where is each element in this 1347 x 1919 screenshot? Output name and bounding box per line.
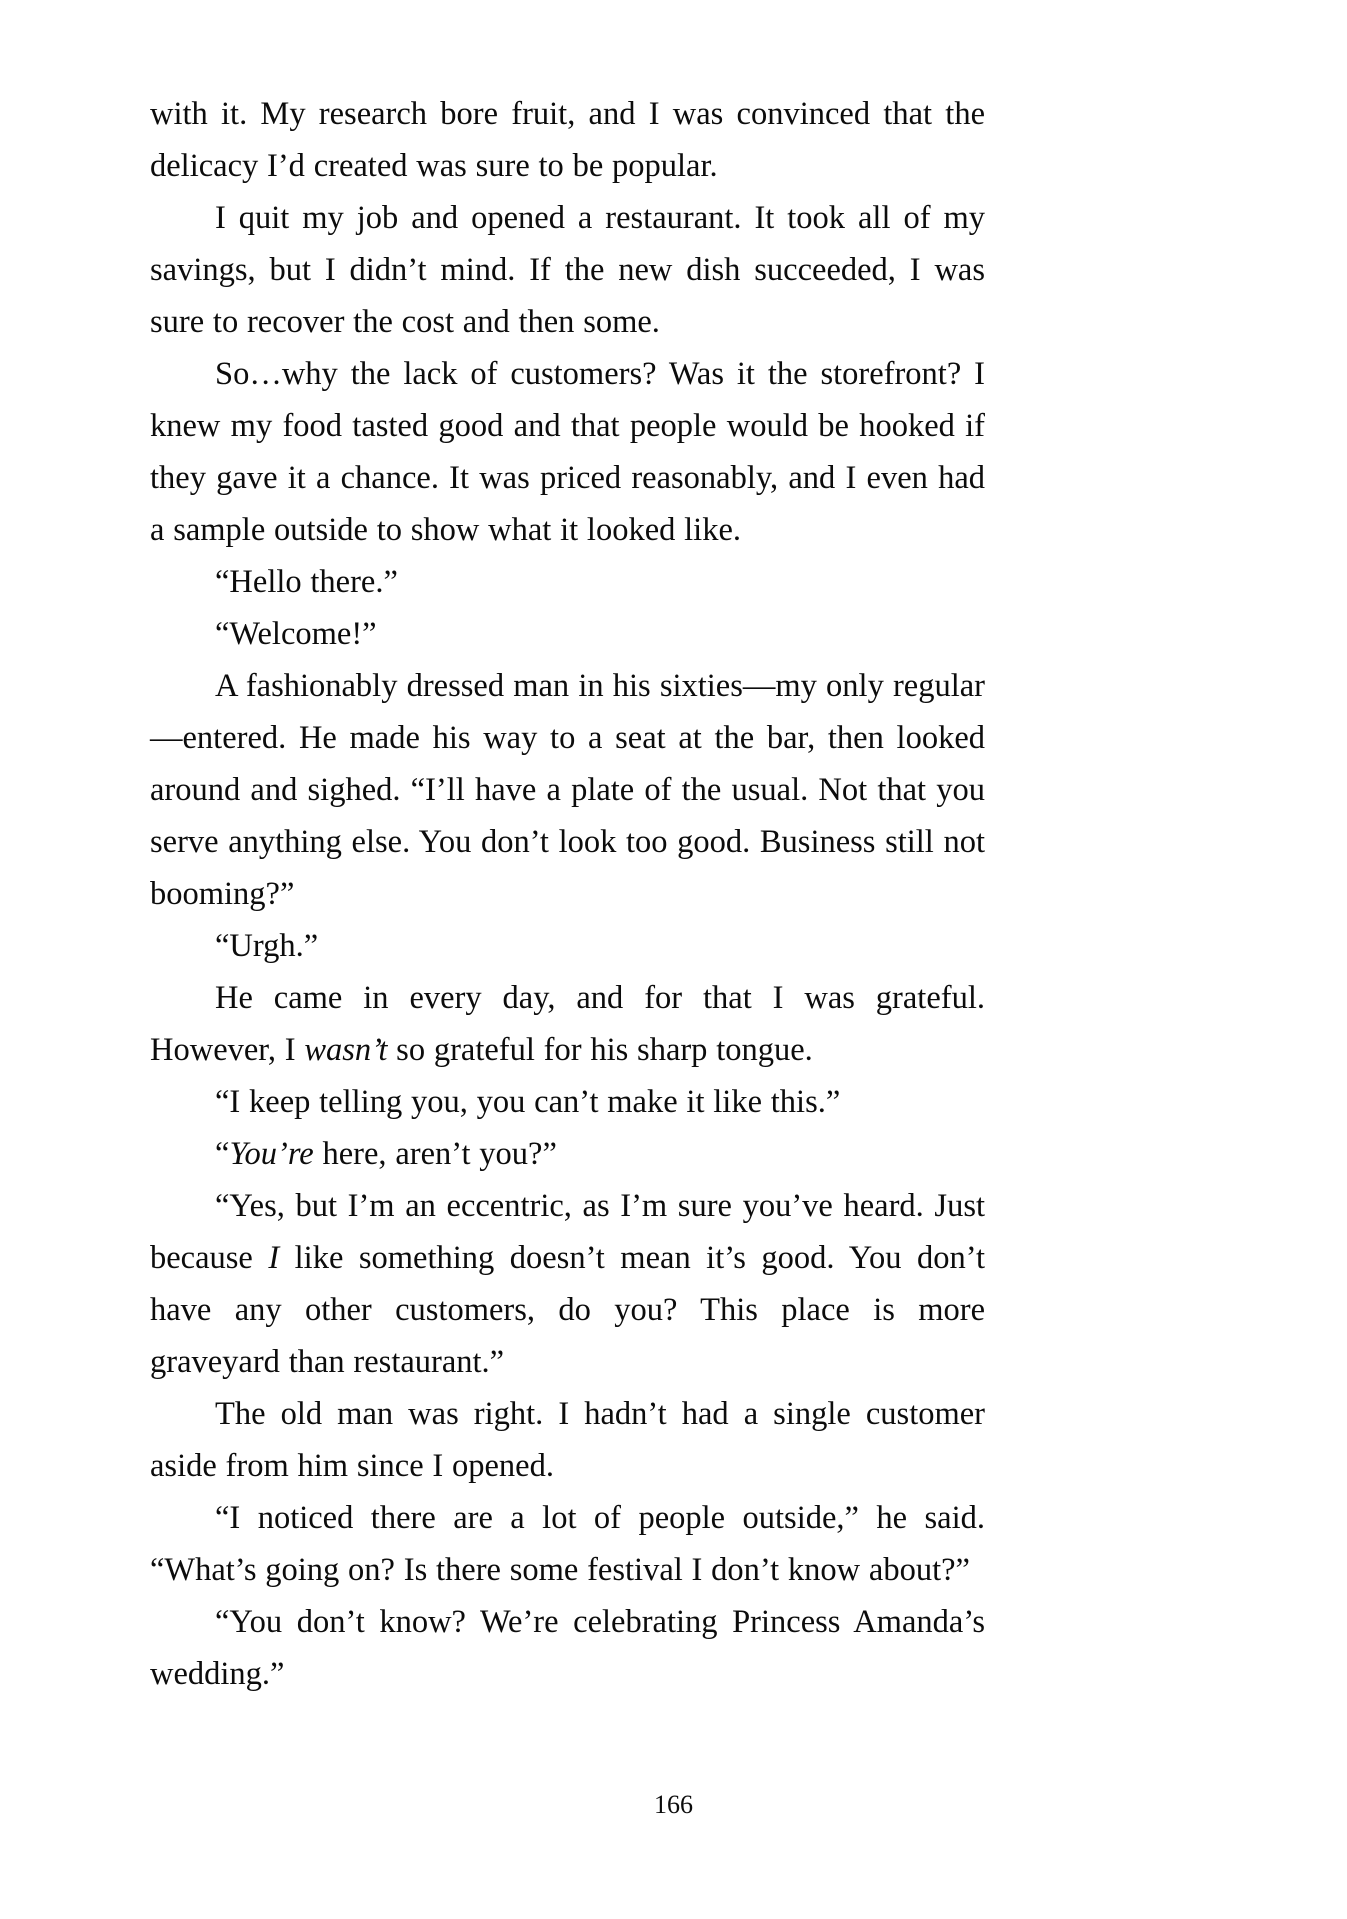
- paragraph: The old man was right. I hadn’t had a single customer aside from him since I opened.: [150, 1396, 985, 1484]
- paragraph: “I noticed there are a lot of people outside,” he said. “What’s going on? Is there some festival I don’t know about?”: [150, 1500, 985, 1588]
- paragraph: “You’re here, aren’t you?”: [215, 1136, 557, 1172]
- paragraph: “Urgh.”: [215, 928, 319, 964]
- paragraph: I quit my job and opened a restaurant. It took all of my savings, but I didn’t mind. If the new dish succeeded, I was sure to recover the cost and then some.: [150, 200, 985, 340]
- paragraph: A fashionably dressed man in his sixties—my only regular—entered. He made his way to a seat at the bar, then looked around and sighed. “I’ll have a plate of the usual. Not that you serve anything else. You don’t look too good. Business still not booming?”: [150, 668, 985, 912]
- paragraph: So…why the lack of customers? Was it the storefront? I knew my food tasted good and that people would be hooked if they gave it a chance. It was priced reasonably, and I even had a sample outside to show what it looked like.: [150, 356, 985, 548]
- body-text-column: [150, 88, 985, 1700]
- page-number: 166: [654, 1790, 693, 1819]
- paragraph: He came in every day, and for that I was grateful. However, I wasn’t so grateful for his sharp tongue.: [150, 980, 985, 1068]
- paragraph: with it. My research bore fruit, and I was convinced that the delicacy I’d created was sure to be popular.: [150, 96, 985, 184]
- paragraph: “Welcome!”: [215, 616, 377, 652]
- paragraph: “I keep telling you, you can’t make it like this.”: [215, 1084, 841, 1120]
- paragraph: “Yes, but I’m an eccentric, as I’m sure you’ve heard. Just because I like something doesn’t mean it’s good. You don’t have any other customers, do you? This place is more graveyard than restaurant.”: [150, 1188, 985, 1380]
- paragraph: “You don’t know? We’re celebrating Princess Amanda’s wedding.”: [150, 1604, 985, 1692]
- paragraph: “Hello there.”: [215, 564, 398, 600]
